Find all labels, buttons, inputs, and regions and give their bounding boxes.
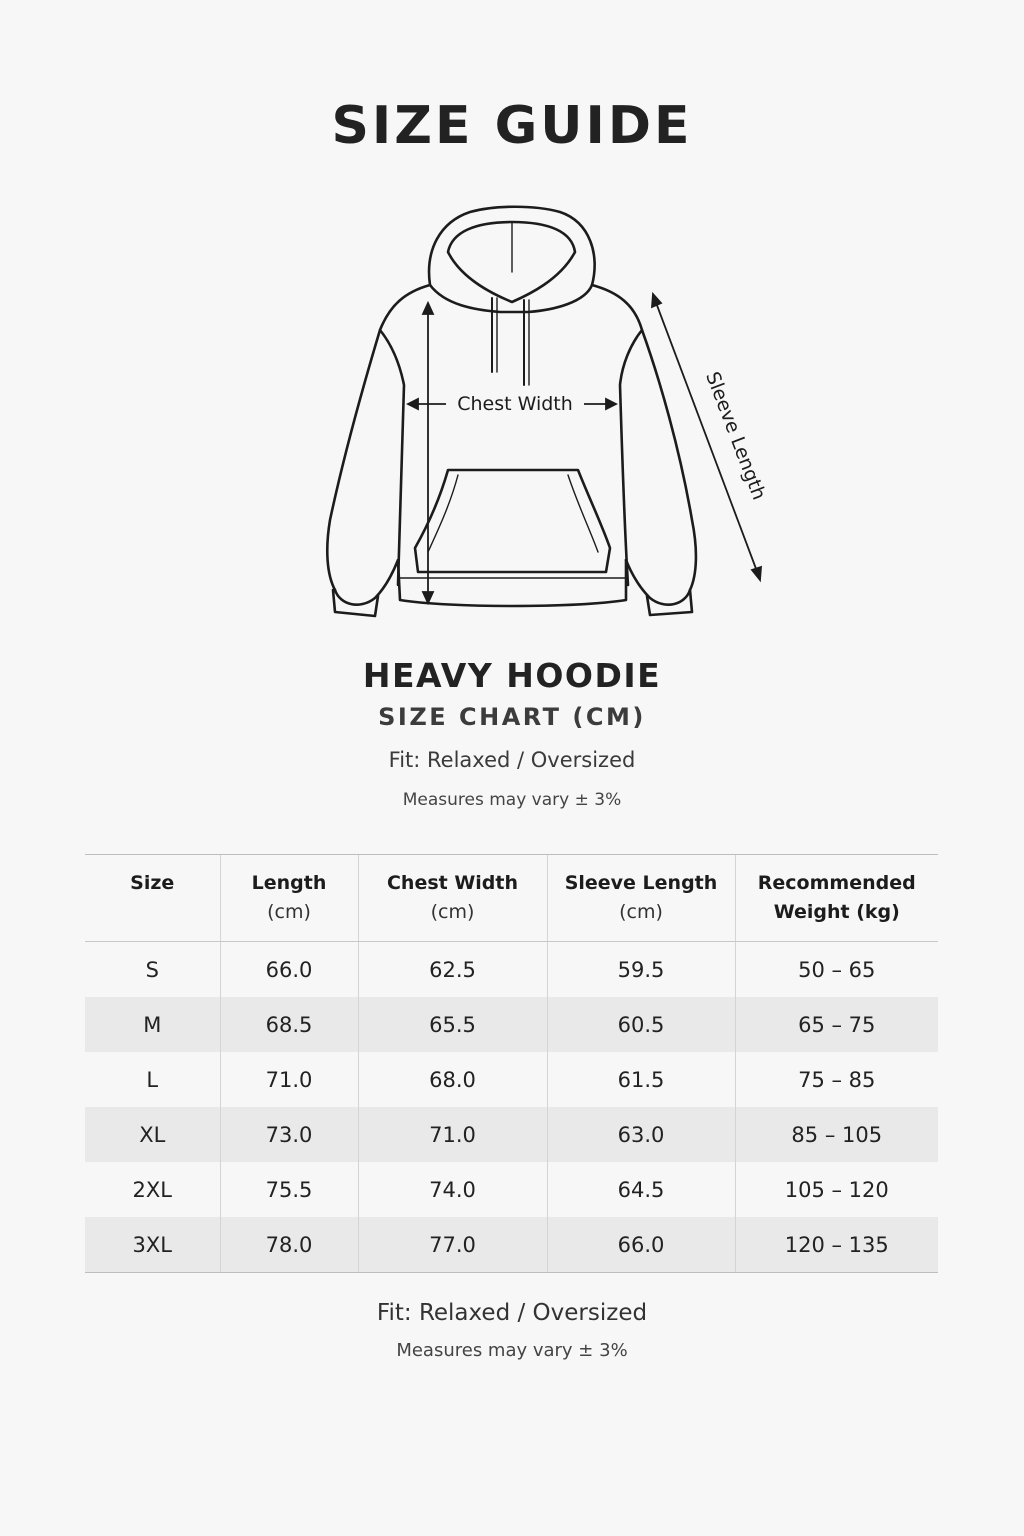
hoodie-diagram (300, 195, 800, 635)
footer-tolerance-note: Measures may vary ± 3% (396, 1340, 628, 1361)
sleeve-cell: 64.5 (547, 1162, 735, 1217)
chest-cell: 62.5 (358, 942, 547, 998)
weight-cell: 65 – 75 (735, 997, 938, 1052)
header-sleeve-length: Sleeve Length (cm) (547, 855, 735, 942)
size-cell: L (146, 1067, 159, 1092)
weight-cell: 85 – 105 (735, 1107, 938, 1162)
size-cell: S (145, 957, 159, 982)
hoodie-illustration (300, 195, 800, 635)
tolerance-note: Measures may vary ± 3% (402, 790, 622, 810)
length-cell: 78.0 (220, 1217, 358, 1272)
table-row (85, 1217, 938, 1272)
size-table (85, 854, 938, 1273)
table-row (85, 997, 938, 1052)
chest-cell: 77.0 (358, 1217, 547, 1272)
chart-subtitle: SIZE CHART (CM) (378, 703, 646, 731)
weight-cell: 75 – 85 (735, 1052, 938, 1107)
size-cell: 2XL (132, 1177, 172, 1202)
length-cell: 68.5 (220, 997, 358, 1052)
length-cell: 73.0 (220, 1107, 358, 1162)
table-row (85, 1162, 938, 1217)
table-row (85, 942, 938, 998)
page-title: SIZE GUIDE (331, 96, 693, 156)
header-size: Size (85, 855, 220, 942)
table-header-row (85, 855, 938, 942)
size-cell: 3XL (85, 1217, 220, 1272)
sleeve-cell: 60.5 (547, 997, 735, 1052)
chest-cell: 65.5 (358, 997, 547, 1052)
sleeve-cell: 59.5 (547, 942, 735, 998)
sleeve-cell: 63.0 (547, 1107, 735, 1162)
product-name: HEAVY HOODIE (362, 656, 662, 695)
weight-cell: 105 – 120 (735, 1162, 938, 1217)
header-chest-width: Chest Width (cm) (358, 855, 547, 942)
weight-cell: 120 – 135 (735, 1217, 938, 1272)
size-cell: M (85, 997, 220, 1052)
length-cell: 71.0 (220, 1052, 358, 1107)
length-arrow (423, 303, 433, 603)
header-length: Length (cm) (220, 855, 358, 942)
header-recommended-weight: Recommended Weight (kg) (735, 855, 938, 942)
footer-fit-text: Fit: Relaxed / Oversized (376, 1300, 648, 1326)
length-cell: 66.0 (220, 942, 358, 998)
chest-cell: 74.0 (358, 1162, 547, 1217)
sleeve-cell: 66.0 (547, 1217, 735, 1272)
table-row (85, 1052, 938, 1107)
sleeve-length-label: Sleeve Length (701, 368, 771, 503)
sleeve-cell: 61.5 (547, 1052, 735, 1107)
length-cell: 75.5 (220, 1162, 358, 1217)
fit-text: Fit: Relaxed / Oversized (388, 748, 636, 772)
chest-width-label: Chest Width (457, 393, 573, 415)
chest-cell: 68.0 (358, 1052, 547, 1107)
weight-cell: 50 – 65 (735, 942, 938, 998)
chest-cell: 71.0 (358, 1107, 547, 1162)
table-row (85, 1107, 938, 1162)
size-cell: XL (85, 1107, 220, 1162)
